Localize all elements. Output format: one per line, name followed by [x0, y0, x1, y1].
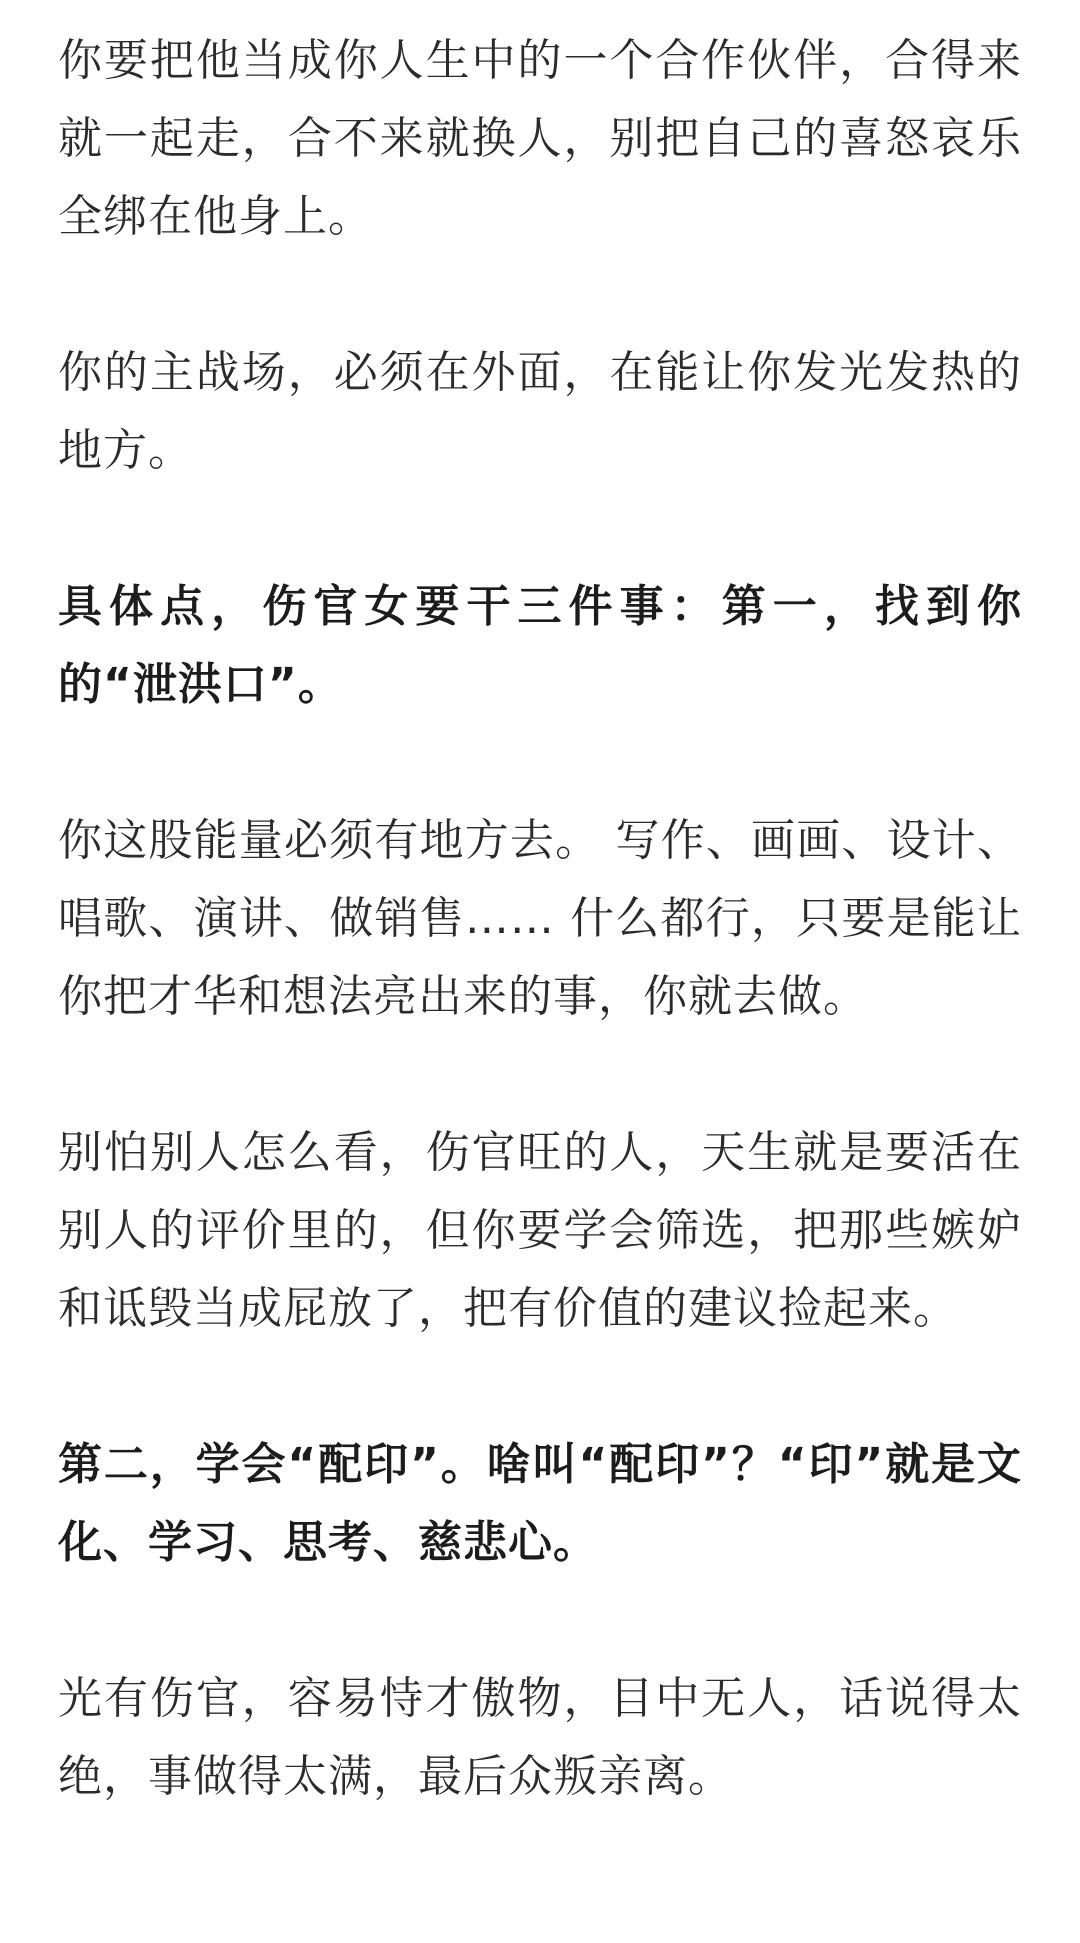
paragraph-partner: 你要把他当成你人生中的一个合作伙伴，合得来就一起走，合不来就换人，别把自己的喜怒哀乐全绑在他身上。 — [58, 35, 1022, 242]
article-body — [58, 22, 1022, 1816]
heading-first-point: 具体点，伤官女要干三件事：第一，找到你的“泄洪口”。 — [58, 581, 1022, 710]
heading-second-point: 第二，学会“配印”。啥叫“配印”？“印”就是文化、学习、思考、慈悲心。 — [58, 1439, 1022, 1568]
paragraph-others-opinion: 别怕别人怎么看，伤官旺的人，天生就是要活在别人的评价里的，但你要学会筛选，把那些嫉妒和诋毁当成屁放了，把有价值的建议捡起来。 — [58, 1127, 1022, 1334]
paragraph-arrogance-warning: 光有伤官，容易恃才傲物，目中无人，话说得太绝，事做得太满，最后众叛亲离。 — [58, 1673, 1022, 1802]
paragraph-energy-outlet: 你这股能量必须有地方去。 写作、画画、设计、唱歌、演讲、做销售…… 什么都行，只要是能让你把才华和想法亮出来的事，你就去做。 — [58, 815, 1023, 1022]
paragraph-main-battlefield: 你的主战场，必须在外面，在能让你发光发热的地方。 — [58, 347, 1022, 476]
